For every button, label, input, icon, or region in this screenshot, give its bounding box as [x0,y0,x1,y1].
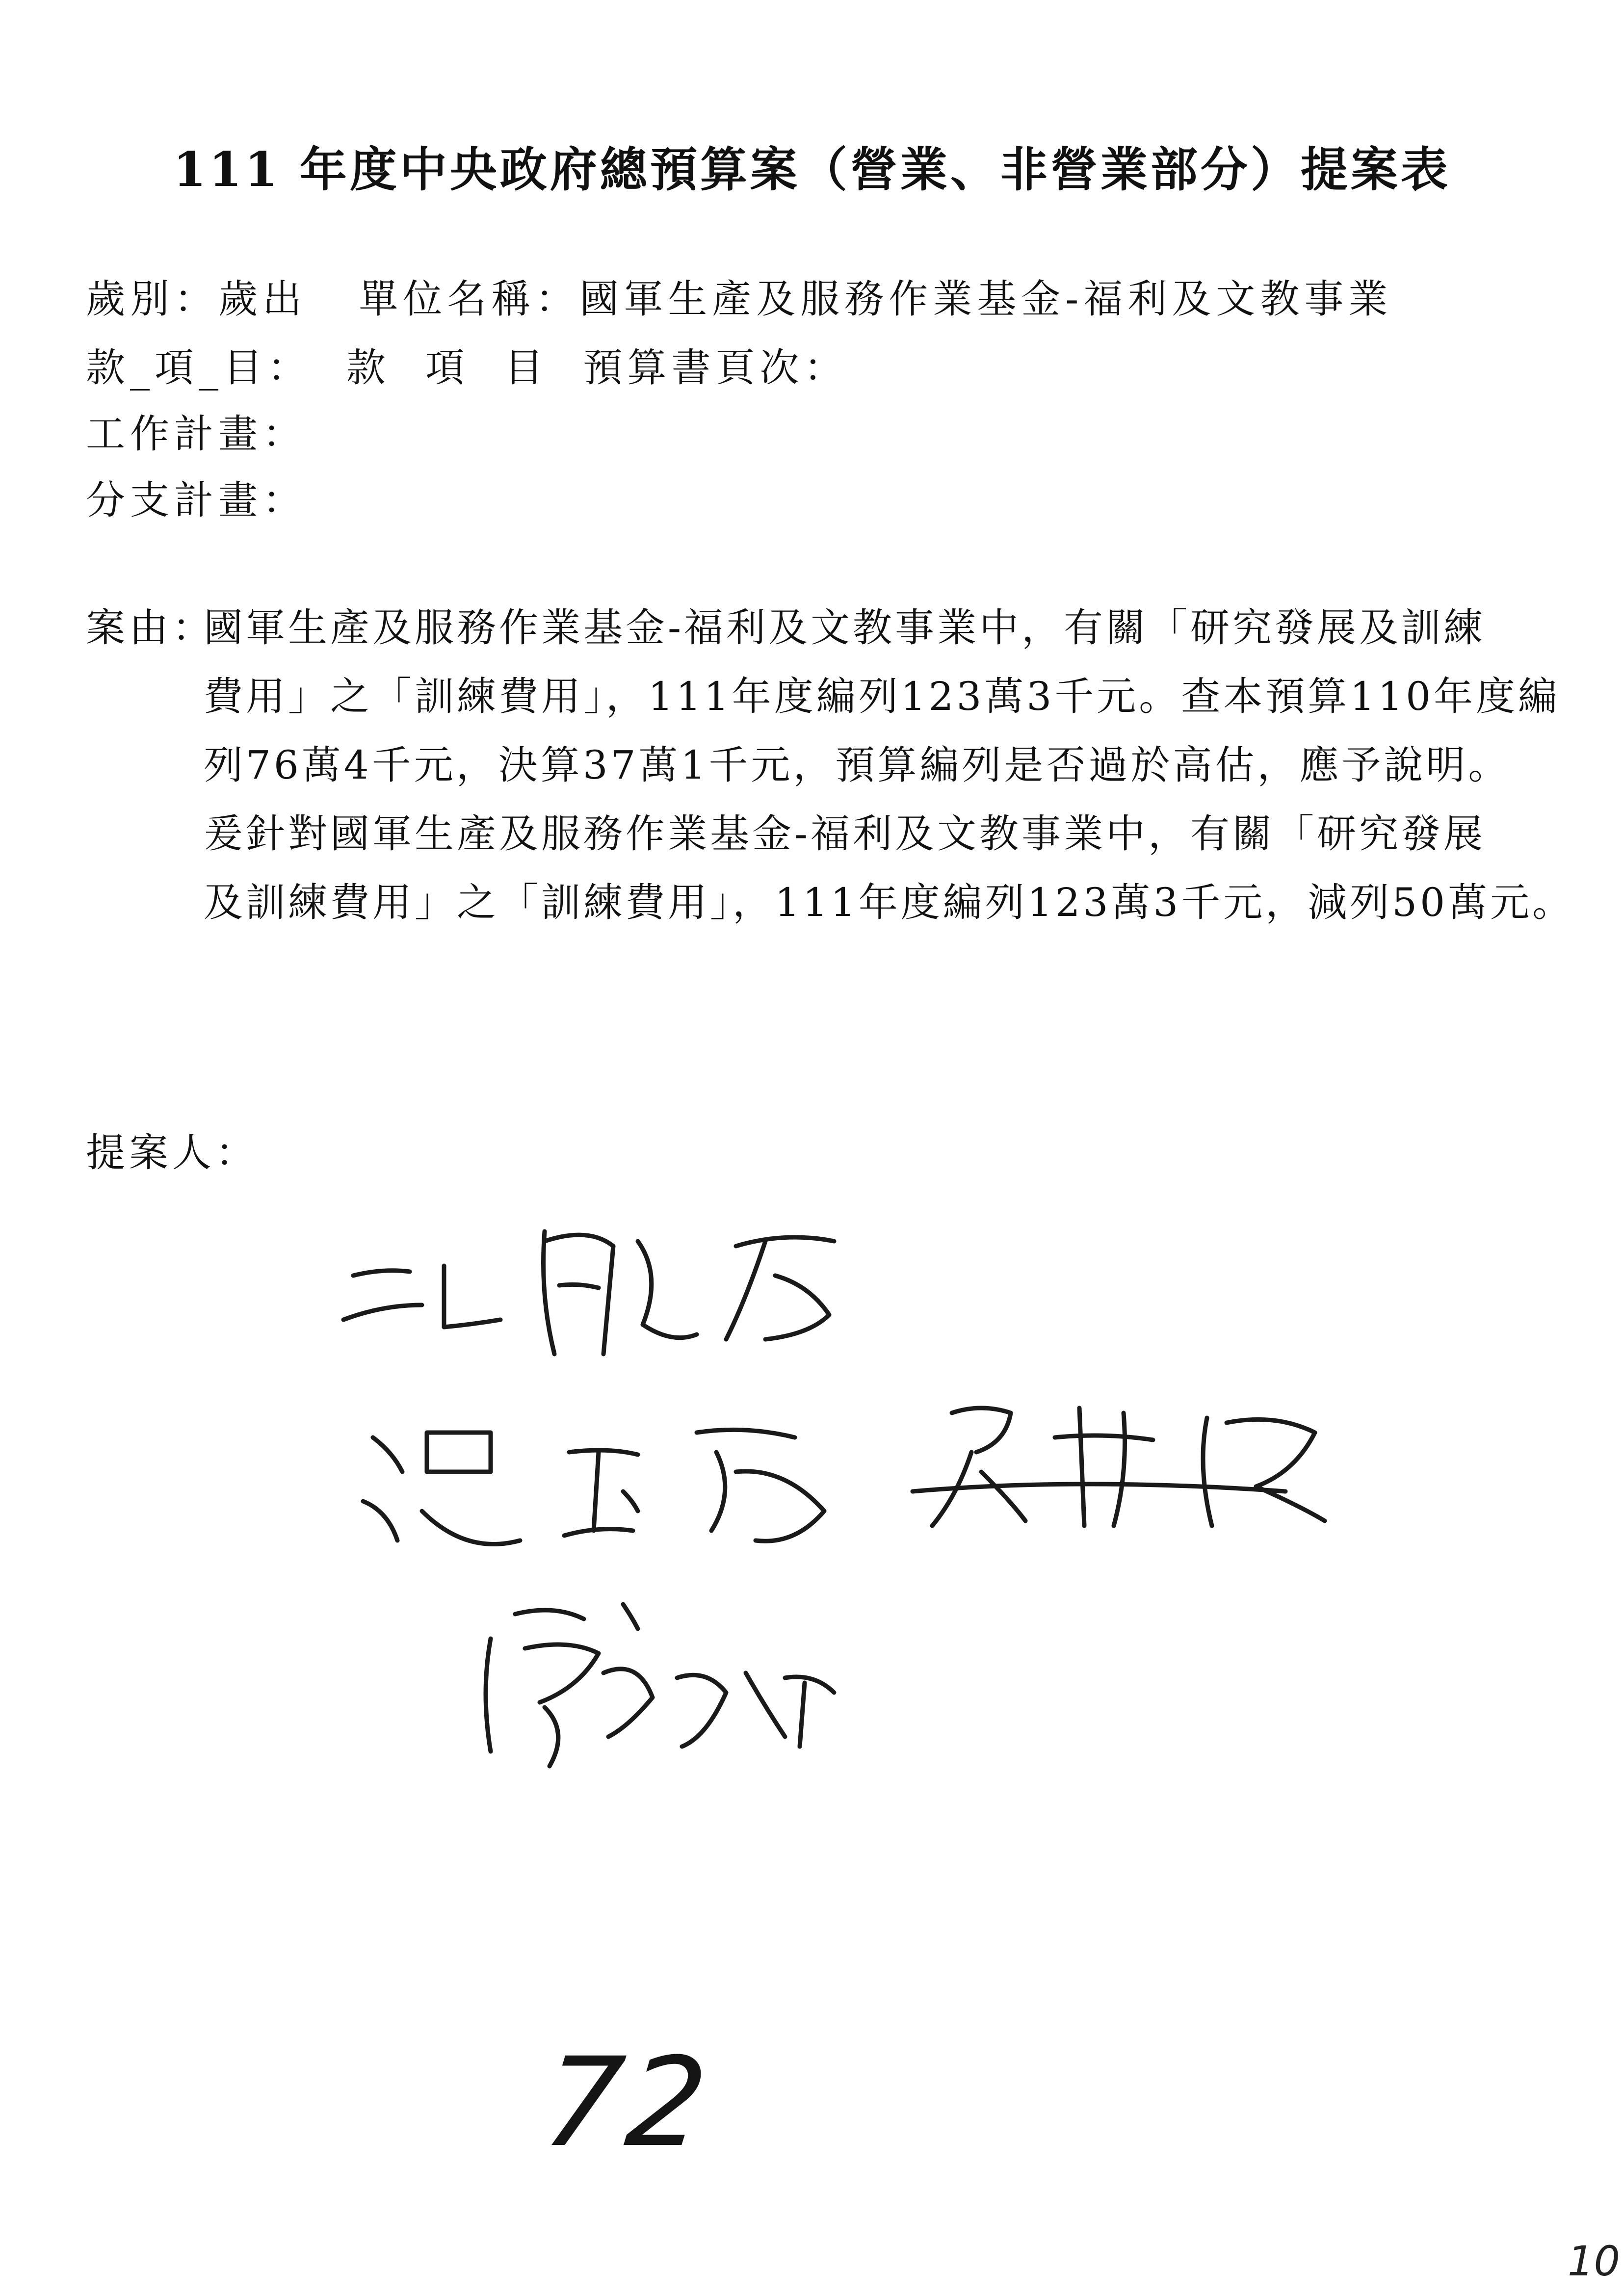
reason-line: 列76萬4千元，決算37萬1千元，預算編列是否過於高估，應予說明。 [204,742,1511,788]
handwritten-page-count: 72 [537,2031,718,2174]
signature-4 [486,1604,834,1766]
field-category-unit: 歲別：歲出 單位名稱：國軍生產及服務作業基金-福利及文教事業 [86,276,1393,322]
reason-line: 爰針對國軍生產及服務作業基金-福利及文教事業中，有關「研究發展 [204,811,1486,857]
page-title: 111 年度中央政府總預算案（營業、非營業部分）提案表 [173,142,1451,197]
signature-2 [363,1430,824,1544]
reason-label: 案由： [86,605,215,651]
field-section-item: 款_項_目： 款 項 目 預算書頁次： [86,345,848,391]
proposer-label: 提案人： [86,1130,259,1175]
reason-line: 及訓練費用」之「訓練費用」，111年度編列123萬3千元，減列50萬元。 [204,880,1575,925]
field-sub-plan: 分支計畫： [86,477,307,523]
signature-3 [913,1408,1325,1526]
reason-line: 費用」之「訓練費用」，111年度編列123萬3千元。查本預算110年度編 [204,674,1560,719]
page-number: 10 [1568,2237,1620,2285]
field-work-plan: 工作計畫： [86,411,307,457]
reason-line: 國軍生產及服務作業基金-福利及文教事業中，有關「研究發展及訓練 [204,605,1486,651]
signature-1 [343,1231,834,1354]
